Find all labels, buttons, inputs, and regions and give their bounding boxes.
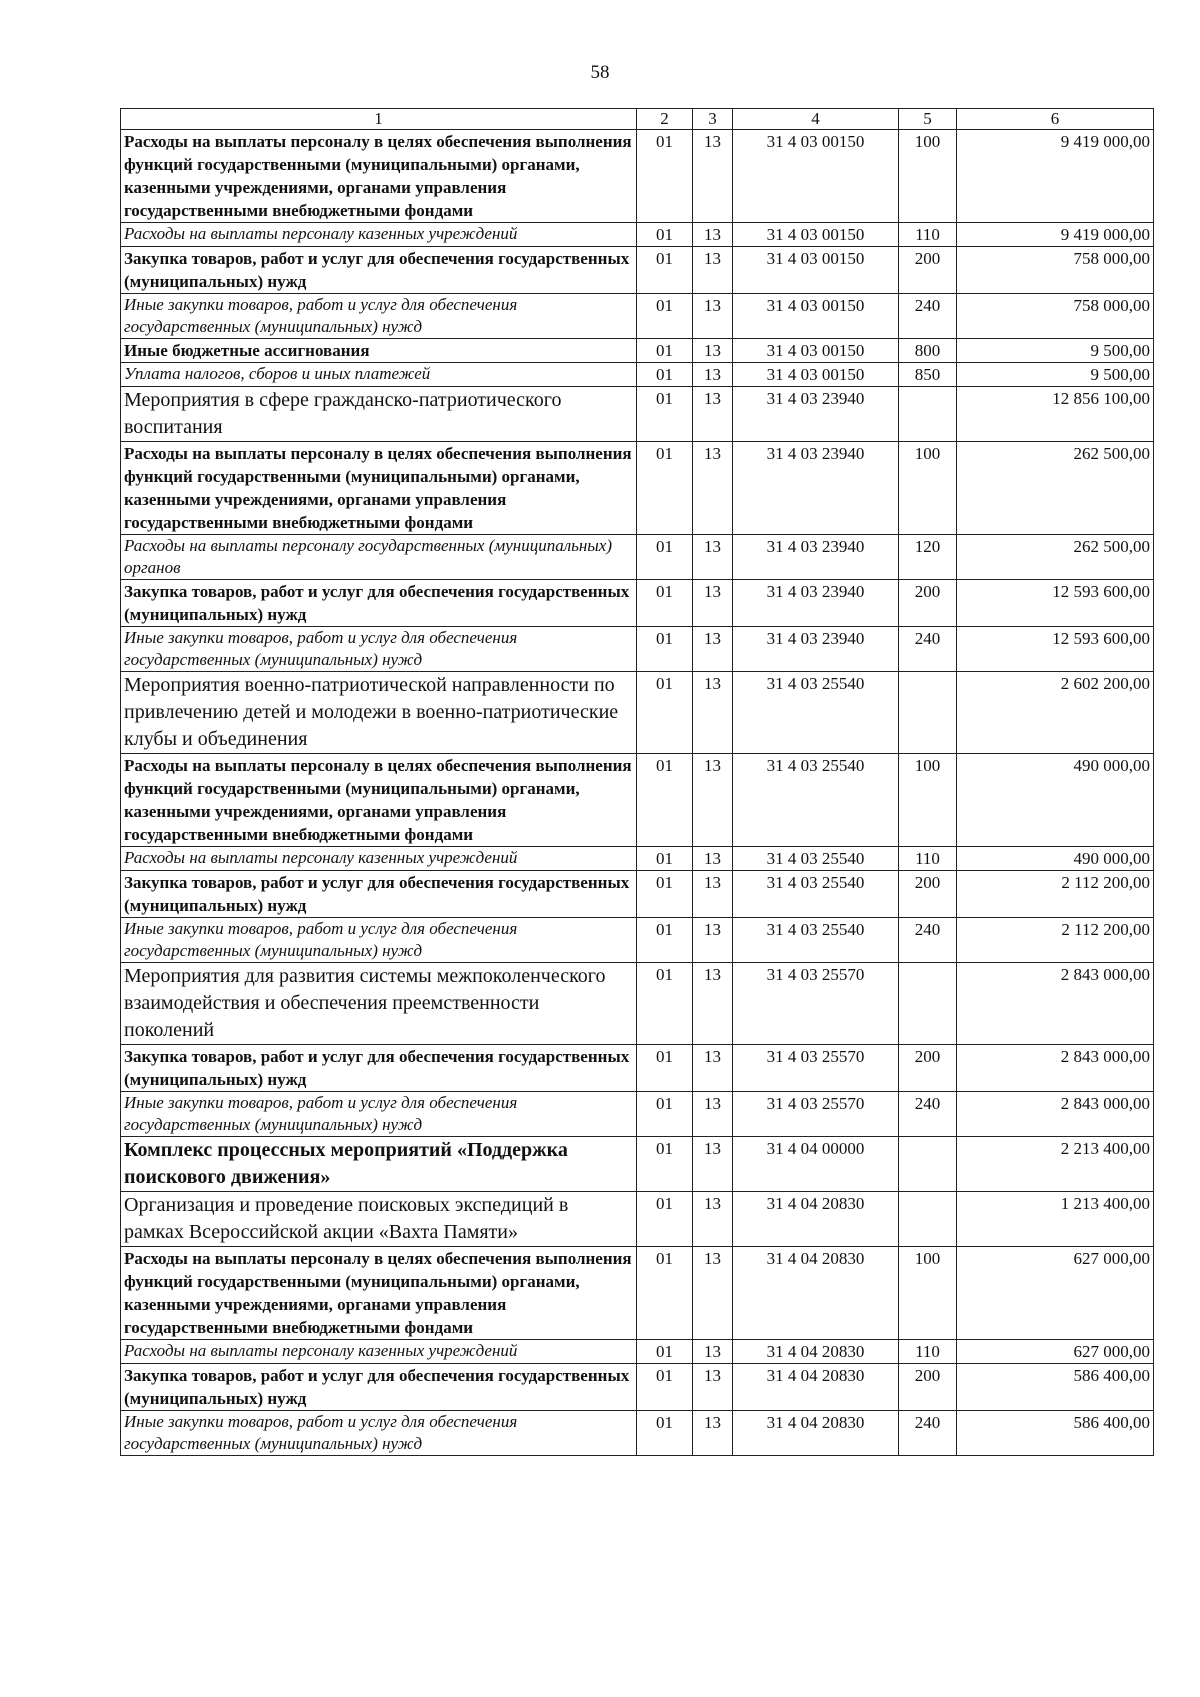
name-cell: Расходы на выплаты персоналу в целях обеспечения выполнения функций государственными (муниципальными) органами, казенными учреждениями, органами управления государственными внебюджетными фондами — [121, 754, 637, 847]
header-cell-5: 5 — [899, 109, 957, 130]
section-code-cell: 01 — [637, 1045, 693, 1092]
section-code-cell: 01 — [637, 918, 693, 963]
table-row — [121, 247, 1154, 294]
subsection-code-cell: 13 — [693, 963, 733, 1045]
subsection-code-cell: 13 — [693, 223, 733, 247]
name-cell: Иные закупки товаров, работ и услуг для обеспечения государственных (муниципальных) нужд — [121, 1411, 637, 1456]
expense-type-cell: 240 — [899, 1092, 957, 1137]
expense-type-cell: 200 — [899, 580, 957, 627]
subsection-code-cell: 13 — [693, 1092, 733, 1137]
name-cell: Расходы на выплаты персоналу в целях обеспечения выполнения функций государственными (муниципальными) органами, казенными учреждениями, органами управления государственными внебюджетными фондами — [121, 1247, 637, 1340]
budget-table — [120, 108, 1154, 1456]
amount-cell: 490 000,00 — [957, 754, 1154, 847]
header-cell-1: 1 — [121, 109, 637, 130]
name-cell: Мероприятия для развития системы межпоколенческого взаимодействия и обеспечения преемственности поколений — [121, 963, 637, 1045]
section-code-cell: 01 — [637, 1137, 693, 1192]
expense-type-cell: 200 — [899, 247, 957, 294]
table-row — [121, 387, 1154, 442]
section-code-cell: 01 — [637, 294, 693, 339]
expense-type-cell — [899, 387, 957, 442]
amount-cell: 12 856 100,00 — [957, 387, 1154, 442]
expense-type-cell: 100 — [899, 442, 957, 535]
table-row — [121, 130, 1154, 223]
section-code-cell: 01 — [637, 627, 693, 672]
section-code-cell: 01 — [637, 672, 693, 754]
target-article-cell: 31 4 03 25570 — [733, 1092, 899, 1137]
section-code-cell: 01 — [637, 871, 693, 918]
table-row — [121, 1192, 1154, 1247]
expense-type-cell: 110 — [899, 223, 957, 247]
section-code-cell: 01 — [637, 1247, 693, 1340]
header-cell-6: 6 — [957, 109, 1154, 130]
table-row — [121, 339, 1154, 363]
amount-cell: 2 112 200,00 — [957, 871, 1154, 918]
subsection-code-cell: 13 — [693, 580, 733, 627]
amount-cell: 9 419 000,00 — [957, 223, 1154, 247]
target-article-cell: 31 4 03 25540 — [733, 672, 899, 754]
subsection-code-cell: 13 — [693, 363, 733, 387]
table-row — [121, 535, 1154, 580]
name-cell: Расходы на выплаты персоналу в целях обеспечения выполнения функций государственными (муниципальными) органами, казенными учреждениями, органами управления государственными внебюджетными фондами — [121, 442, 637, 535]
table-row — [121, 1340, 1154, 1364]
amount-cell: 627 000,00 — [957, 1340, 1154, 1364]
target-article-cell: 31 4 03 00150 — [733, 247, 899, 294]
table-row — [121, 754, 1154, 847]
target-article-cell: 31 4 03 23940 — [733, 387, 899, 442]
table-row — [121, 1137, 1154, 1192]
target-article-cell: 31 4 04 20830 — [733, 1364, 899, 1411]
amount-cell: 12 593 600,00 — [957, 627, 1154, 672]
section-code-cell: 01 — [637, 339, 693, 363]
expense-type-cell: 100 — [899, 1247, 957, 1340]
target-article-cell: 31 4 03 00150 — [733, 339, 899, 363]
expense-type-cell: 240 — [899, 1411, 957, 1456]
target-article-cell: 31 4 04 20830 — [733, 1340, 899, 1364]
table-body — [121, 130, 1154, 1456]
section-code-cell: 01 — [637, 442, 693, 535]
name-cell: Расходы на выплаты персоналу казенных учреждений — [121, 847, 637, 871]
amount-cell: 262 500,00 — [957, 535, 1154, 580]
amount-cell: 627 000,00 — [957, 1247, 1154, 1340]
target-article-cell: 31 4 03 25540 — [733, 847, 899, 871]
section-code-cell: 01 — [637, 130, 693, 223]
amount-cell: 262 500,00 — [957, 442, 1154, 535]
name-cell: Уплата налогов, сборов и иных платежей — [121, 363, 637, 387]
expense-type-cell: 200 — [899, 1364, 957, 1411]
expense-type-cell: 110 — [899, 1340, 957, 1364]
target-article-cell: 31 4 03 23940 — [733, 442, 899, 535]
header-row — [121, 109, 1154, 130]
subsection-code-cell: 13 — [693, 247, 733, 294]
subsection-code-cell: 13 — [693, 1045, 733, 1092]
section-code-cell: 01 — [637, 387, 693, 442]
table-row — [121, 1092, 1154, 1137]
name-cell: Комплекс процессных мероприятий «Поддержка поискового движения» — [121, 1137, 637, 1192]
amount-cell: 2 843 000,00 — [957, 1045, 1154, 1092]
subsection-code-cell: 13 — [693, 294, 733, 339]
expense-type-cell — [899, 963, 957, 1045]
table-row — [121, 294, 1154, 339]
expense-type-cell: 100 — [899, 130, 957, 223]
target-article-cell: 31 4 03 23940 — [733, 535, 899, 580]
target-article-cell: 31 4 03 00150 — [733, 130, 899, 223]
subsection-code-cell: 13 — [693, 535, 733, 580]
target-article-cell: 31 4 03 25540 — [733, 871, 899, 918]
name-cell: Расходы на выплаты персоналу государственных (муниципальных) органов — [121, 535, 637, 580]
amount-cell: 12 593 600,00 — [957, 580, 1154, 627]
amount-cell: 9 419 000,00 — [957, 130, 1154, 223]
subsection-code-cell: 13 — [693, 1192, 733, 1247]
table-row — [121, 1411, 1154, 1456]
expense-type-cell: 240 — [899, 627, 957, 672]
expense-type-cell — [899, 1192, 957, 1247]
target-article-cell: 31 4 03 00150 — [733, 294, 899, 339]
subsection-code-cell: 13 — [693, 847, 733, 871]
table-row — [121, 672, 1154, 754]
amount-cell: 2 843 000,00 — [957, 963, 1154, 1045]
name-cell: Расходы на выплаты персоналу в целях обеспечения выполнения функций государственными (муниципальными) органами, казенными учреждениями, органами управления государственными внебюджетными фондами — [121, 130, 637, 223]
expense-type-cell: 200 — [899, 871, 957, 918]
table-row — [121, 918, 1154, 963]
target-article-cell: 31 4 03 25540 — [733, 918, 899, 963]
subsection-code-cell: 13 — [693, 754, 733, 847]
name-cell: Иные закупки товаров, работ и услуг для обеспечения государственных (муниципальных) нужд — [121, 1092, 637, 1137]
amount-cell: 2 213 400,00 — [957, 1137, 1154, 1192]
subsection-code-cell: 13 — [693, 1364, 733, 1411]
target-article-cell: 31 4 03 00150 — [733, 223, 899, 247]
table-row — [121, 223, 1154, 247]
section-code-cell: 01 — [637, 363, 693, 387]
expense-type-cell: 850 — [899, 363, 957, 387]
subsection-code-cell: 13 — [693, 1137, 733, 1192]
section-code-cell: 01 — [637, 1411, 693, 1456]
name-cell: Закупка товаров, работ и услуг для обеспечения государственных (муниципальных) нужд — [121, 1045, 637, 1092]
expense-type-cell: 110 — [899, 847, 957, 871]
amount-cell: 2 602 200,00 — [957, 672, 1154, 754]
name-cell: Мероприятия в сфере гражданско-патриотического воспитания — [121, 387, 637, 442]
amount-cell: 9 500,00 — [957, 339, 1154, 363]
table-row — [121, 442, 1154, 535]
expense-type-cell: 200 — [899, 1045, 957, 1092]
table-row — [121, 1247, 1154, 1340]
header-cell-3: 3 — [693, 109, 733, 130]
section-code-cell: 01 — [637, 963, 693, 1045]
expense-type-cell: 800 — [899, 339, 957, 363]
section-code-cell: 01 — [637, 847, 693, 871]
page-number: 58 — [590, 62, 610, 83]
target-article-cell: 31 4 04 20830 — [733, 1192, 899, 1247]
section-code-cell: 01 — [637, 754, 693, 847]
target-article-cell: 31 4 04 00000 — [733, 1137, 899, 1192]
section-code-cell: 01 — [637, 535, 693, 580]
target-article-cell: 31 4 03 25570 — [733, 963, 899, 1045]
expense-type-cell: 240 — [899, 918, 957, 963]
subsection-code-cell: 13 — [693, 918, 733, 963]
expense-type-cell — [899, 1137, 957, 1192]
name-cell: Закупка товаров, работ и услуг для обеспечения государственных (муниципальных) нужд — [121, 247, 637, 294]
target-article-cell: 31 4 03 25540 — [733, 754, 899, 847]
header-cell-4: 4 — [733, 109, 899, 130]
subsection-code-cell: 13 — [693, 1247, 733, 1340]
subsection-code-cell: 13 — [693, 672, 733, 754]
section-code-cell: 01 — [637, 223, 693, 247]
amount-cell: 1 213 400,00 — [957, 1192, 1154, 1247]
table-row — [121, 363, 1154, 387]
name-cell: Закупка товаров, работ и услуг для обеспечения государственных (муниципальных) нужд — [121, 1364, 637, 1411]
expense-type-cell: 240 — [899, 294, 957, 339]
target-article-cell: 31 4 04 20830 — [733, 1247, 899, 1340]
name-cell: Иные закупки товаров, работ и услуг для обеспечения государственных (муниципальных) нужд — [121, 918, 637, 963]
section-code-cell: 01 — [637, 580, 693, 627]
amount-cell: 586 400,00 — [957, 1411, 1154, 1456]
target-article-cell: 31 4 03 23940 — [733, 627, 899, 672]
target-article-cell: 31 4 03 23940 — [733, 580, 899, 627]
subsection-code-cell: 13 — [693, 387, 733, 442]
amount-cell: 758 000,00 — [957, 294, 1154, 339]
section-code-cell: 01 — [637, 1364, 693, 1411]
table-row — [121, 963, 1154, 1045]
expense-type-cell: 100 — [899, 754, 957, 847]
name-cell: Иные бюджетные ассигнования — [121, 339, 637, 363]
section-code-cell: 01 — [637, 247, 693, 294]
name-cell: Закупка товаров, работ и услуг для обеспечения государственных (муниципальных) нужд — [121, 580, 637, 627]
name-cell: Организация и проведение поисковых экспедиций в рамках Всероссийской акции «Вахта Памяти» — [121, 1192, 637, 1247]
table-row — [121, 580, 1154, 627]
section-code-cell: 01 — [637, 1340, 693, 1364]
name-cell: Иные закупки товаров, работ и услуг для обеспечения государственных (муниципальных) нужд — [121, 294, 637, 339]
subsection-code-cell: 13 — [693, 871, 733, 918]
amount-cell: 2 112 200,00 — [957, 918, 1154, 963]
subsection-code-cell: 13 — [693, 130, 733, 223]
name-cell: Иные закупки товаров, работ и услуг для обеспечения государственных (муниципальных) нужд — [121, 627, 637, 672]
section-code-cell: 01 — [637, 1092, 693, 1137]
section-code-cell: 01 — [637, 1192, 693, 1247]
amount-cell: 490 000,00 — [957, 847, 1154, 871]
subsection-code-cell: 13 — [693, 1340, 733, 1364]
name-cell: Расходы на выплаты персоналу казенных учреждений — [121, 1340, 637, 1364]
name-cell: Мероприятия военно-патриотической направленности по привлечению детей и молодежи в военно-патриотические клубы и объединения — [121, 672, 637, 754]
amount-cell: 2 843 000,00 — [957, 1092, 1154, 1137]
target-article-cell: 31 4 03 00150 — [733, 363, 899, 387]
name-cell: Расходы на выплаты персоналу казенных учреждений — [121, 223, 637, 247]
subsection-code-cell: 13 — [693, 442, 733, 535]
subsection-code-cell: 13 — [693, 339, 733, 363]
amount-cell: 758 000,00 — [957, 247, 1154, 294]
expense-type-cell — [899, 672, 957, 754]
table-row — [121, 1045, 1154, 1092]
table-row — [121, 627, 1154, 672]
amount-cell: 586 400,00 — [957, 1364, 1154, 1411]
target-article-cell: 31 4 03 25570 — [733, 1045, 899, 1092]
subsection-code-cell: 13 — [693, 627, 733, 672]
table-row — [121, 847, 1154, 871]
subsection-code-cell: 13 — [693, 1411, 733, 1456]
header-cell-2: 2 — [637, 109, 693, 130]
target-article-cell: 31 4 04 20830 — [733, 1411, 899, 1456]
name-cell: Закупка товаров, работ и услуг для обеспечения государственных (муниципальных) нужд — [121, 871, 637, 918]
table-row — [121, 871, 1154, 918]
expense-type-cell: 120 — [899, 535, 957, 580]
table-row — [121, 1364, 1154, 1411]
amount-cell: 9 500,00 — [957, 363, 1154, 387]
